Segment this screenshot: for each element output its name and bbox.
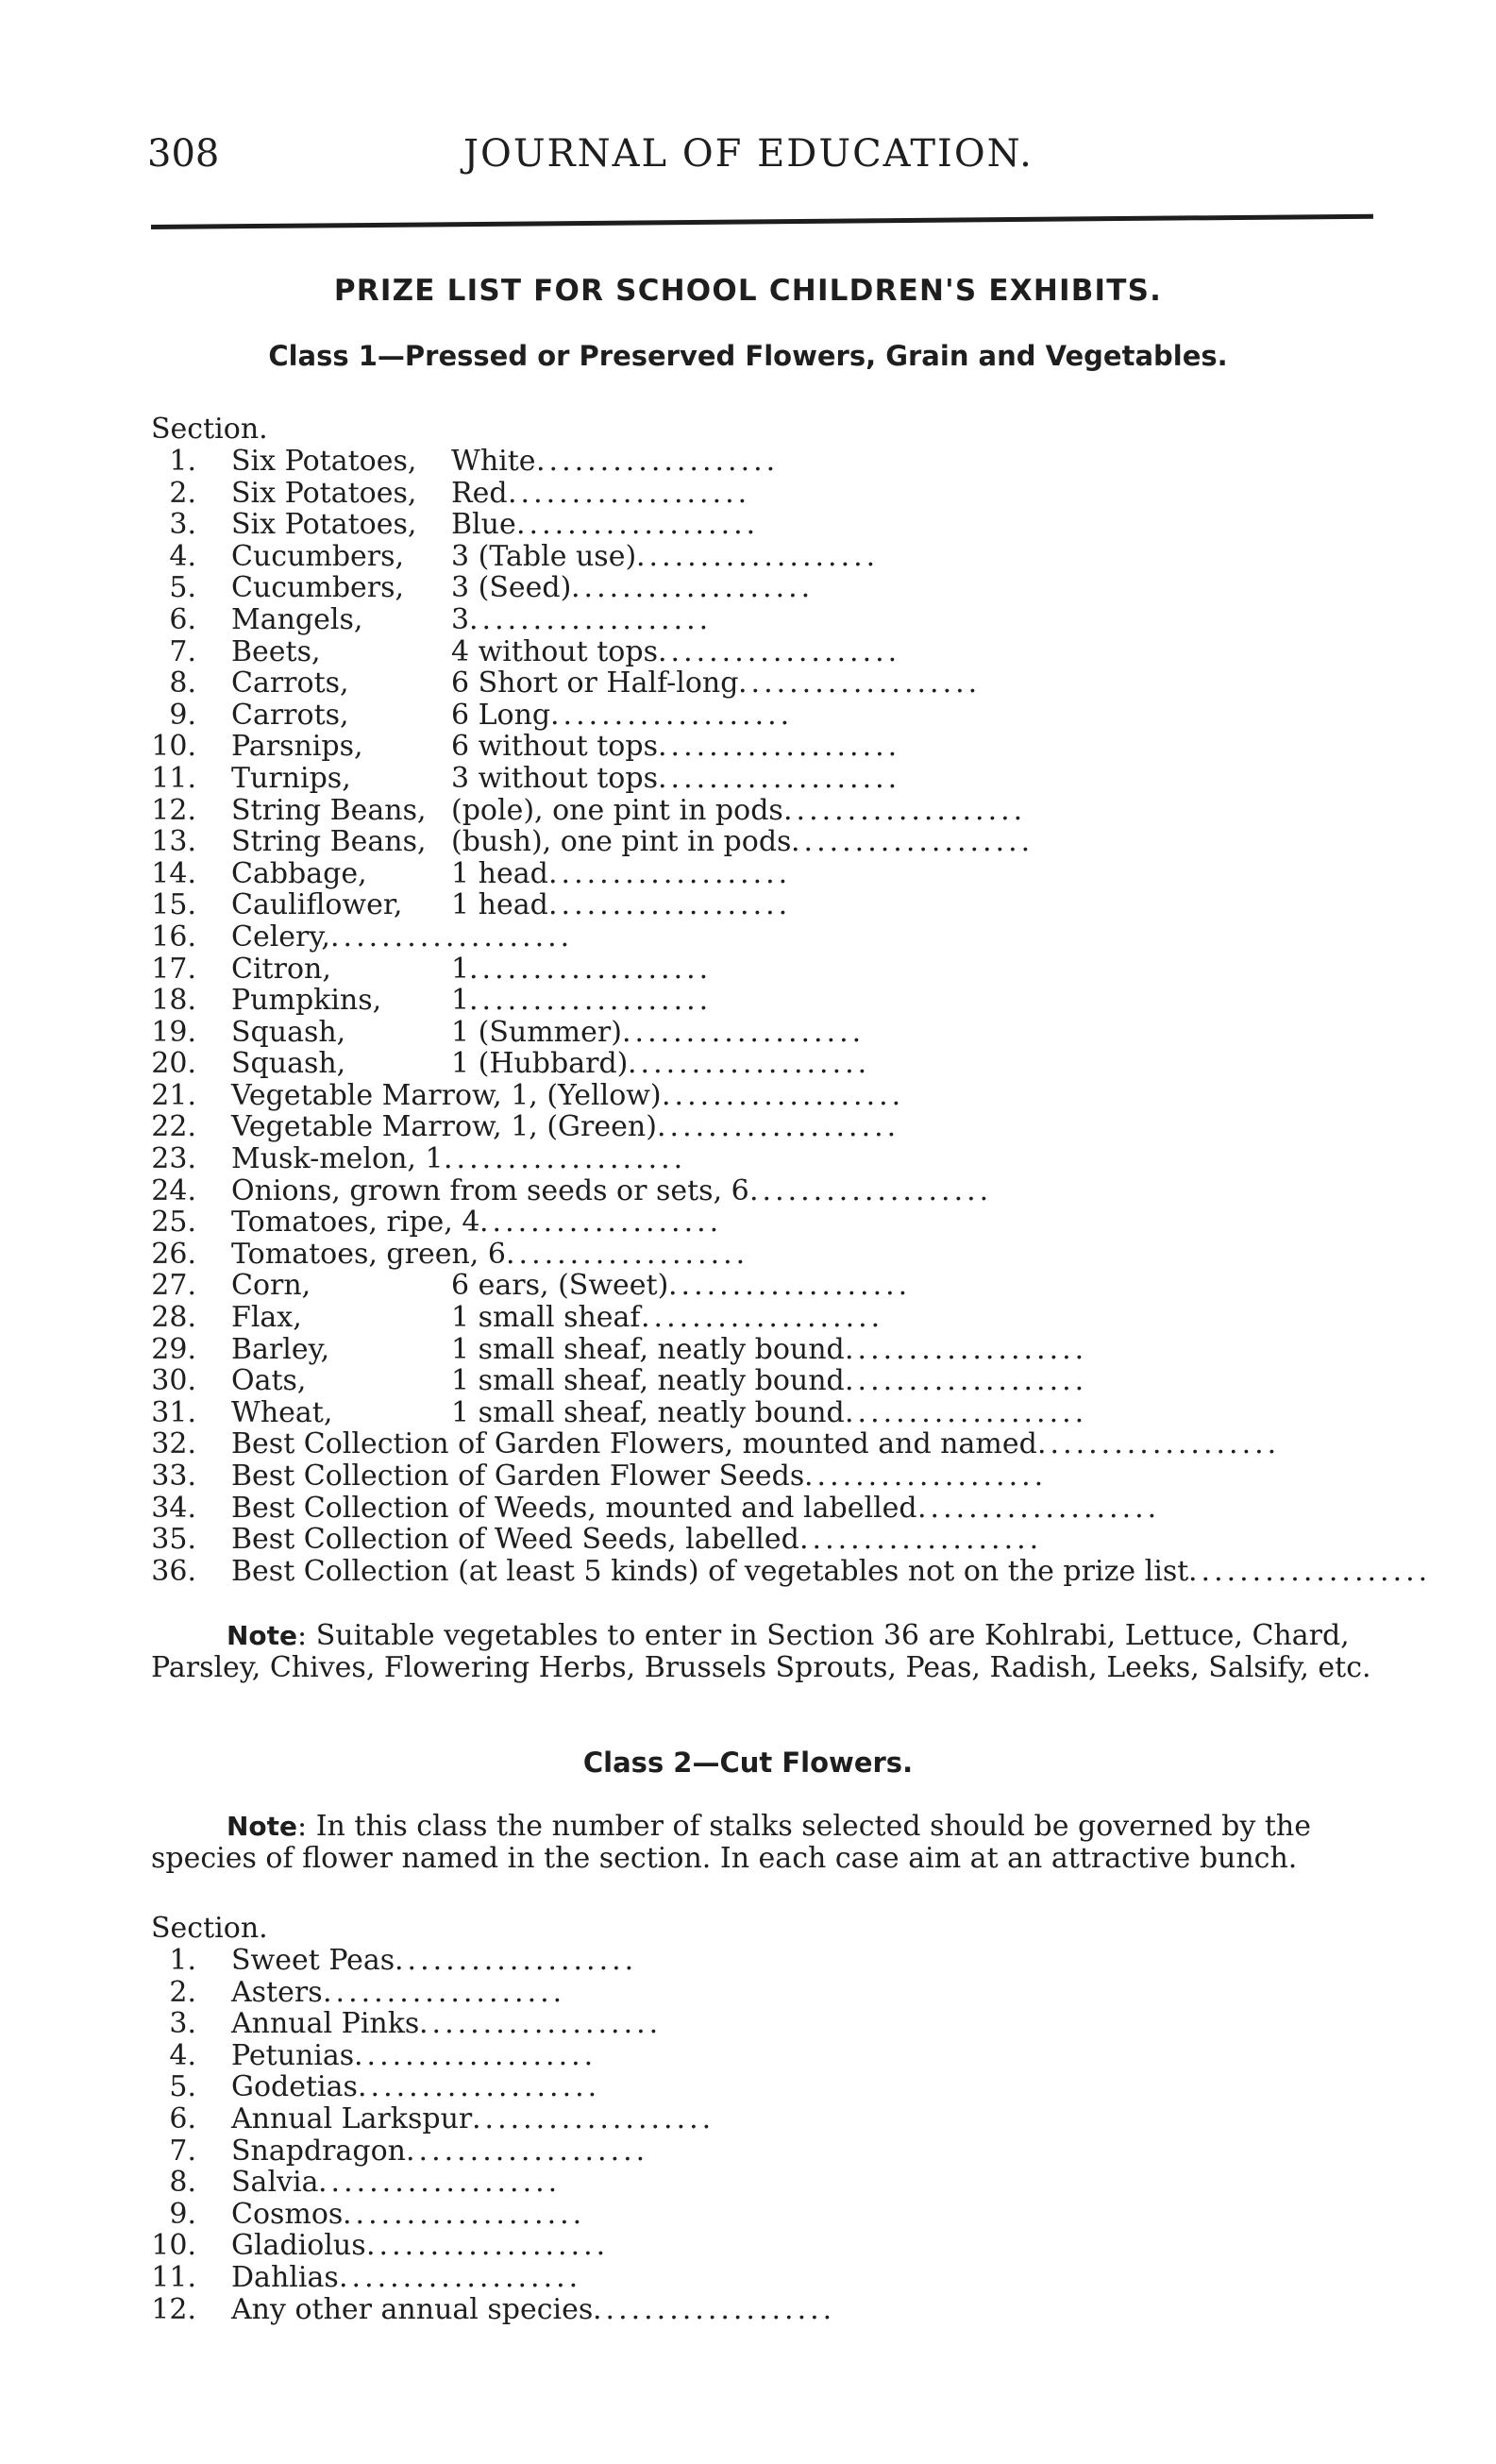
item-number: 9. — [169, 698, 196, 732]
item-name: Pumpkins, — [231, 984, 382, 1018]
list-item — [151, 1945, 1378, 1977]
dot-leader: ................... — [395, 1944, 638, 1977]
class2-note-label: Note — [227, 1811, 298, 1842]
item-number: 20. — [151, 1047, 196, 1081]
item-name: Salvia — [231, 2166, 319, 2200]
item-description: 3 without tops — [451, 761, 658, 795]
item-number: 29. — [151, 1332, 196, 1366]
item-number: 15. — [151, 888, 196, 922]
dot-leader: ................... — [657, 1110, 900, 1144]
dot-leader: ................... — [548, 856, 792, 890]
journal-title: JOURNAL OF EDUCATION. — [463, 132, 1034, 176]
dot-leader: ................... — [571, 571, 815, 605]
dot-leader: ................... — [330, 920, 574, 954]
item-name: Best Collection of Weeds, mounted and labelled — [231, 1491, 917, 1525]
list-item — [151, 478, 1378, 510]
list-item — [151, 1207, 1378, 1239]
list-item — [151, 1080, 1378, 1112]
item-name: Oats, — [231, 1364, 307, 1398]
page-title: PRIZE LIST FOR SCHOOL CHILDREN'S EXHIBITS. — [333, 274, 1163, 308]
list-item — [151, 1428, 1378, 1460]
dot-leader: ................... — [472, 2101, 715, 2135]
list-item — [151, 1143, 1378, 1175]
item-number: 19. — [151, 1015, 196, 1049]
class1-note — [151, 1620, 1378, 1684]
item-description: 1 head — [451, 888, 548, 922]
item-name: Parsnips, — [231, 730, 363, 764]
item-name: Dahlias — [231, 2260, 339, 2294]
item-name: Turnips, — [231, 761, 351, 795]
item-name: Flax, — [231, 1301, 302, 1335]
item-description: 3 (Seed) — [451, 571, 572, 605]
dot-leader: ................... — [444, 1142, 687, 1176]
item-name: Petunias — [231, 2038, 355, 2072]
item-number: 26. — [151, 1237, 196, 1271]
item-name: Gladiolus — [231, 2229, 366, 2263]
dot-leader: ................... — [343, 2197, 586, 2231]
list-item — [151, 700, 1378, 732]
item-name: Cosmos — [231, 2197, 344, 2231]
item-name: Cauliflower, — [231, 888, 403, 922]
item-name: Cucumbers, — [231, 571, 405, 605]
dot-leader: ................... — [406, 2134, 649, 2168]
item-number: 13. — [151, 825, 196, 859]
item-number: 36. — [151, 1554, 196, 1588]
item-name: Sweet Peas — [231, 1944, 395, 1977]
dot-leader: ................... — [738, 667, 982, 700]
list-item — [151, 1977, 1378, 2009]
dot-leader: ................... — [658, 634, 901, 668]
item-number: 7. — [169, 2134, 196, 2168]
item-name: Best Collection of Garden Flower Seeds — [231, 1460, 805, 1493]
item-number: 24. — [151, 1173, 196, 1207]
list-item — [151, 1111, 1378, 1143]
item-description: 1 small sheaf, neatly bound — [451, 1364, 845, 1398]
item-name: Citron, — [231, 952, 331, 986]
class2-list — [151, 1945, 1378, 2325]
item-description: (pole), one pint in pods — [451, 793, 783, 827]
item-description: 1 — [451, 952, 470, 986]
dot-leader: ................... — [469, 952, 713, 986]
item-name: Onions, grown from seeds or sets, 6 — [231, 1173, 749, 1207]
item-number: 1. — [169, 445, 196, 478]
dot-leader: ................... — [550, 698, 794, 732]
item-name: Cucumbers, — [231, 539, 405, 573]
item-number: 27. — [151, 1269, 196, 1303]
list-item — [151, 2230, 1378, 2262]
item-number: 6. — [169, 2101, 196, 2135]
list-item — [151, 446, 1378, 478]
item-description: 1 (Summer) — [451, 1015, 622, 1049]
page-header — [147, 132, 1374, 198]
item-name: Asters — [231, 1975, 323, 2009]
item-name: Best Collection of Weed Seeds, labelled — [231, 1523, 799, 1557]
item-description: 6 Long — [451, 698, 551, 732]
list-item — [151, 1239, 1378, 1271]
item-name: Annual Pinks — [231, 2007, 420, 2041]
item-number: 12. — [151, 2292, 196, 2326]
item-name: Celery, — [231, 920, 330, 954]
class2-section-label: Section. — [151, 1912, 268, 1945]
item-number: 3. — [169, 508, 196, 542]
item-description: 3 (Table use) — [451, 539, 637, 573]
item-number: 17. — [151, 952, 196, 986]
item-number: 10. — [151, 2229, 196, 2263]
item-number: 18. — [151, 984, 196, 1018]
item-name: Carrots, — [231, 698, 349, 732]
dot-leader: ................... — [593, 2292, 836, 2326]
list-item — [151, 858, 1378, 890]
dot-leader: ................... — [318, 2166, 562, 2200]
item-name: Snapdragon — [231, 2134, 406, 2168]
list-item — [151, 763, 1378, 795]
list-item — [151, 2071, 1378, 2103]
dot-leader: ................... — [668, 1269, 912, 1303]
item-number: 33. — [151, 1460, 196, 1493]
dot-leader: ................... — [366, 2229, 610, 2263]
dot-leader: ................... — [791, 825, 1034, 859]
item-number: 16. — [151, 920, 196, 954]
item-number: 8. — [169, 667, 196, 700]
item-name: Cabbage, — [231, 856, 367, 890]
item-name: Tomatoes, green, 6 — [231, 1237, 506, 1271]
list-item — [151, 2040, 1378, 2072]
item-name: Squash, — [231, 1015, 346, 1049]
list-item — [151, 2262, 1378, 2294]
dot-leader: ................... — [658, 730, 901, 764]
list-item — [151, 826, 1378, 858]
dot-leader: ................... — [516, 508, 760, 542]
list-item — [151, 889, 1378, 921]
item-number: 12. — [151, 793, 196, 827]
dot-leader: ................... — [419, 2007, 663, 2041]
item-name: Mangels, — [231, 602, 363, 636]
item-name: Best Collection (at least 5 kinds) of vegetables not on the prize list — [231, 1554, 1189, 1588]
item-number: 28. — [151, 1301, 196, 1335]
dot-leader: ................... — [1188, 1554, 1432, 1588]
list-item — [151, 731, 1378, 763]
dot-leader: ................... — [323, 1975, 566, 2009]
dot-leader: ................... — [799, 1523, 1043, 1557]
item-name: Vegetable Marrow, 1, (Green) — [231, 1110, 657, 1144]
dot-leader: ................... — [469, 602, 713, 636]
class1-note-text: : Suitable vegetables to enter in Section 36 are Kohlrabi, Lettuce, Chard, Parsley, Chives, Flowering Herbs, Brussels Sprouts, Peas, Radish, Leeks, Salsify, etc. — [151, 1619, 1371, 1684]
dot-leader: ................... — [749, 1173, 993, 1207]
dot-leader: ................... — [479, 1206, 723, 1240]
list-item — [151, 921, 1378, 954]
list-item — [151, 636, 1378, 668]
item-description: 1 (Hubbard) — [451, 1047, 629, 1081]
list-item — [151, 1460, 1378, 1493]
dot-leader: ................... — [469, 984, 713, 1018]
item-number: 9. — [169, 2197, 196, 2231]
list-item — [151, 1334, 1378, 1366]
dot-leader: ................... — [641, 1301, 884, 1335]
dot-leader: ................... — [506, 1237, 749, 1271]
list-item — [151, 2103, 1378, 2135]
item-name: Six Potatoes, — [231, 445, 417, 478]
item-name: Beets, — [231, 634, 321, 668]
item-description: Red — [451, 476, 508, 510]
dot-leader: ................... — [783, 793, 1027, 827]
list-item — [151, 1365, 1378, 1397]
item-number: 34. — [151, 1491, 196, 1525]
item-number: 32. — [151, 1427, 196, 1461]
dot-leader: ................... — [548, 888, 792, 922]
dot-leader: ................... — [628, 1047, 871, 1081]
item-number: 22. — [151, 1110, 196, 1144]
dot-leader: ................... — [1037, 1427, 1281, 1461]
dot-leader: ................... — [845, 1364, 1088, 1398]
class2-heading: Class 2—Cut Flowers. — [582, 1747, 914, 1779]
item-number: 35. — [151, 1523, 196, 1557]
item-description: 6 Short or Half-long — [451, 667, 739, 700]
item-number: 7. — [169, 634, 196, 668]
list-item — [151, 1493, 1378, 1525]
item-number: 5. — [169, 2070, 196, 2104]
item-number: 2. — [169, 476, 196, 510]
list-item — [151, 795, 1378, 827]
dot-leader: ................... — [354, 2038, 597, 2072]
item-number: 21. — [151, 1078, 196, 1112]
list-item — [151, 1270, 1378, 1302]
class1-heading: Class 1—Pressed or Preserved Flowers, Grain and Vegetables. — [268, 340, 1228, 372]
item-name: Any other annual species — [231, 2292, 594, 2326]
dot-leader: ................... — [536, 445, 780, 478]
item-description: 6 without tops — [451, 730, 658, 764]
list-item — [151, 541, 1378, 573]
list-item — [151, 1302, 1378, 1334]
item-number: 8. — [169, 2166, 196, 2200]
class2-note-text: : In this class the number of stalks selected should be governed by the species of flower named in the section. In each case aim at an attractive bunch. — [151, 1810, 1311, 1875]
list-item — [151, 2167, 1378, 2199]
item-name: Six Potatoes, — [231, 508, 417, 542]
item-number: 11. — [151, 2260, 196, 2294]
item-number: 4. — [169, 2038, 196, 2072]
item-description: 3 — [451, 602, 470, 636]
item-description: 6 ears, (Sweet) — [451, 1269, 669, 1303]
class1-list — [151, 445, 1432, 1588]
list-item — [151, 1397, 1378, 1429]
class2-note — [151, 1811, 1378, 1875]
item-number: 23. — [151, 1142, 196, 1176]
item-number: 14. — [151, 856, 196, 890]
dot-leader: ................... — [339, 2260, 582, 2294]
dot-leader: ................... — [636, 539, 880, 573]
list-item — [151, 509, 1378, 541]
item-description: White — [451, 445, 536, 478]
dot-leader: ................... — [508, 476, 751, 510]
item-description: Blue — [451, 508, 516, 542]
list-item — [151, 2294, 1378, 2326]
list-item — [151, 1048, 1378, 1080]
list-item — [151, 667, 1378, 700]
item-description: 1 small sheaf — [451, 1301, 641, 1335]
list-item — [151, 1017, 1378, 1049]
item-number: 4. — [169, 539, 196, 573]
item-name: Annual Larkspur — [231, 2101, 473, 2135]
list-item — [151, 2199, 1378, 2231]
item-description: 1 small sheaf, neatly bound — [451, 1395, 845, 1429]
list-item — [151, 604, 1378, 636]
page-number: 308 — [147, 132, 220, 176]
item-name: Carrots, — [231, 667, 349, 700]
dot-leader: ................... — [358, 2070, 601, 2104]
item-number: 1. — [169, 1944, 196, 1977]
item-name: Tomatoes, ripe, 4 — [231, 1206, 480, 1240]
list-item — [151, 1524, 1378, 1556]
item-description: 1 — [451, 984, 470, 1018]
item-number: 25. — [151, 1206, 196, 1240]
item-description: 1 small sheaf, neatly bound — [451, 1332, 845, 1366]
item-name: String Beans, — [231, 793, 427, 827]
dot-leader: ................... — [662, 1078, 905, 1112]
item-number: 5. — [169, 571, 196, 605]
item-number: 6. — [169, 602, 196, 636]
list-item — [151, 985, 1378, 1017]
item-number: 10. — [151, 730, 196, 764]
list-item — [151, 2135, 1378, 2168]
dot-leader: ................... — [622, 1015, 866, 1049]
list-item — [151, 2008, 1378, 2040]
item-name: Best Collection of Garden Flowers, mounted and named — [231, 1427, 1037, 1461]
item-name: Vegetable Marrow, 1, (Yellow) — [231, 1078, 662, 1112]
header-rule — [151, 214, 1373, 229]
item-number: 3. — [169, 2007, 196, 2041]
item-name: Barley, — [231, 1332, 330, 1366]
item-number: 2. — [169, 1975, 196, 2009]
item-number: 31. — [151, 1395, 196, 1429]
item-name: Wheat, — [231, 1395, 333, 1429]
list-item — [151, 1554, 1432, 1588]
item-name: Corn, — [231, 1269, 311, 1303]
item-name: Six Potatoes, — [231, 476, 417, 510]
dot-leader: ................... — [658, 761, 901, 795]
item-number: 11. — [151, 761, 196, 795]
class1-section-label: Section. — [151, 413, 268, 446]
item-name: Squash, — [231, 1047, 346, 1081]
class1-note-label: Note — [227, 1620, 298, 1651]
dot-leader: ................... — [845, 1332, 1088, 1366]
item-name: String Beans, — [231, 825, 427, 859]
dot-leader: ................... — [917, 1491, 1161, 1525]
dot-leader: ................... — [804, 1460, 1048, 1493]
item-description: 1 head — [451, 856, 548, 890]
item-description: (bush), one pint in pods — [451, 825, 792, 859]
list-item — [151, 572, 1378, 604]
item-description: 4 without tops — [451, 634, 658, 668]
dot-leader: ................... — [845, 1395, 1088, 1429]
item-name: Musk-melon, 1 — [231, 1142, 444, 1176]
list-item — [151, 1175, 1378, 1207]
item-name: Godetias — [231, 2070, 358, 2104]
item-number: 30. — [151, 1364, 196, 1398]
list-item — [151, 954, 1378, 986]
